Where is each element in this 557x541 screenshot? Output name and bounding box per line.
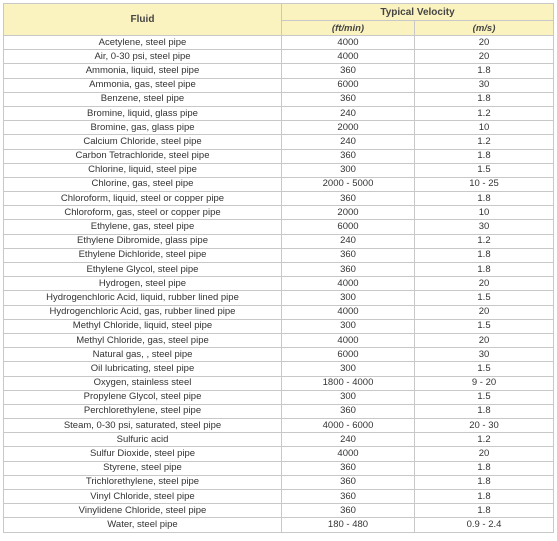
ms-cell: 30 bbox=[415, 348, 554, 362]
table-row bbox=[4, 277, 554, 291]
ftmin-cell: 360 bbox=[282, 504, 415, 518]
ms-cell: 1.8 bbox=[415, 64, 554, 78]
ms-cell: 20 bbox=[415, 36, 554, 50]
fluid-cell: Methyl Chloride, gas, steel pipe bbox=[4, 333, 282, 347]
fluid-cell: Steam, 0-30 psi, saturated, steel pipe bbox=[4, 419, 282, 433]
fluid-cell: Hydrogenchloric Acid, gas, rubber lined pipe bbox=[4, 305, 282, 319]
fluid-cell: Hydrogen, steel pipe bbox=[4, 277, 282, 291]
table-row bbox=[4, 419, 554, 433]
ms-cell: 1.5 bbox=[415, 390, 554, 404]
fluid-cell: Oxygen, stainless steel bbox=[4, 376, 282, 390]
ftmin-cell: 300 bbox=[282, 319, 415, 333]
ms-cell: 1.8 bbox=[415, 192, 554, 206]
table-row bbox=[4, 220, 554, 234]
ftmin-cell: 6000 bbox=[282, 78, 415, 92]
ms-cell: 10 bbox=[415, 206, 554, 220]
fluid-cell: Chlorine, liquid, steel pipe bbox=[4, 163, 282, 177]
table-row bbox=[4, 163, 554, 177]
fluid-cell: Ethylene, gas, steel pipe bbox=[4, 220, 282, 234]
fluid-cell: Bromine, gas, glass pipe bbox=[4, 121, 282, 135]
table-row bbox=[4, 64, 554, 78]
ftmin-cell: 4000 - 6000 bbox=[282, 419, 415, 433]
ftmin-cell: 240 bbox=[282, 234, 415, 248]
ms-cell: 1.2 bbox=[415, 433, 554, 447]
table-row bbox=[4, 390, 554, 404]
ms-cell: 1.5 bbox=[415, 362, 554, 376]
fluid-cell: Sulfuric acid bbox=[4, 433, 282, 447]
fluid-cell: Perchlorethylene, steel pipe bbox=[4, 404, 282, 418]
ms-cell: 20 bbox=[415, 447, 554, 461]
table-row bbox=[4, 192, 554, 206]
ftmin-cell: 240 bbox=[282, 135, 415, 149]
table-container bbox=[3, 3, 554, 533]
fluid-cell: Ammonia, liquid, steel pipe bbox=[4, 64, 282, 78]
ms-cell: 1.2 bbox=[415, 234, 554, 248]
ftmin-cell: 1800 - 4000 bbox=[282, 376, 415, 390]
table-row bbox=[4, 177, 554, 191]
ms-cell: 1.8 bbox=[415, 404, 554, 418]
fluid-cell: Hydrogenchloric Acid, liquid, rubber lined pipe bbox=[4, 291, 282, 305]
table-row bbox=[4, 348, 554, 362]
table-row bbox=[4, 135, 554, 149]
table-row bbox=[4, 333, 554, 347]
table-row bbox=[4, 78, 554, 92]
ftmin-cell: 6000 bbox=[282, 348, 415, 362]
ftmin-cell: 4000 bbox=[282, 305, 415, 319]
fluid-cell: Natural gas, , steel pipe bbox=[4, 348, 282, 362]
fluid-cell: Benzene, steel pipe bbox=[4, 92, 282, 106]
fluid-cell: Trichlorethylene, steel pipe bbox=[4, 475, 282, 489]
ms-cell: 30 bbox=[415, 220, 554, 234]
table-row bbox=[4, 475, 554, 489]
ms-cell: 10 - 25 bbox=[415, 177, 554, 191]
ftmin-cell: 360 bbox=[282, 404, 415, 418]
ms-cell: 20 - 30 bbox=[415, 419, 554, 433]
ftmin-cell: 300 bbox=[282, 390, 415, 404]
table-row bbox=[4, 362, 554, 376]
ms-cell: 10 bbox=[415, 121, 554, 135]
fluid-cell: Bromine, liquid, glass pipe bbox=[4, 106, 282, 120]
ms-cell: 30 bbox=[415, 78, 554, 92]
ftmin-cell: 2000 bbox=[282, 121, 415, 135]
ms-cell: 1.8 bbox=[415, 263, 554, 277]
fluid-cell: Vinylidene Chloride, steel pipe bbox=[4, 504, 282, 518]
table-row bbox=[4, 518, 554, 532]
ftmin-cell: 360 bbox=[282, 64, 415, 78]
ftmin-cell: 300 bbox=[282, 362, 415, 376]
ftmin-cell: 4000 bbox=[282, 50, 415, 64]
ftmin-cell: 2000 bbox=[282, 206, 415, 220]
table-row bbox=[4, 504, 554, 518]
fluid-cell: Oil lubricating, steel pipe bbox=[4, 362, 282, 376]
table-row bbox=[4, 36, 554, 50]
table-row bbox=[4, 106, 554, 120]
table-row bbox=[4, 461, 554, 475]
ftmin-cell: 360 bbox=[282, 248, 415, 262]
fluid-cell: Chloroform, liquid, steel or copper pipe bbox=[4, 192, 282, 206]
table-row bbox=[4, 263, 554, 277]
table-row bbox=[4, 404, 554, 418]
ms-cell: 1.8 bbox=[415, 475, 554, 489]
table-row bbox=[4, 248, 554, 262]
ftmin-cell: 4000 bbox=[282, 447, 415, 461]
ftmin-cell: 6000 bbox=[282, 220, 415, 234]
ftmin-cell: 360 bbox=[282, 192, 415, 206]
ms-cell: 0.9 - 2.4 bbox=[415, 518, 554, 532]
fluid-velocity-table bbox=[3, 3, 554, 533]
fluid-cell: Chlorine, gas, steel pipe bbox=[4, 177, 282, 191]
table-row bbox=[4, 92, 554, 106]
table-row bbox=[4, 149, 554, 163]
ms-cell: 1.5 bbox=[415, 291, 554, 305]
fluid-cell: Water, steel pipe bbox=[4, 518, 282, 532]
fluid-cell: Vinyl Chloride, steel pipe bbox=[4, 490, 282, 504]
ms-cell: 1.8 bbox=[415, 149, 554, 163]
ms-cell: 20 bbox=[415, 50, 554, 64]
ms-cell: 20 bbox=[415, 277, 554, 291]
ms-cell: 20 bbox=[415, 333, 554, 347]
ftmin-cell: 300 bbox=[282, 163, 415, 177]
ftmin-cell: 300 bbox=[282, 291, 415, 305]
ftmin-cell: 360 bbox=[282, 461, 415, 475]
fluid-cell: Ethylene Dibromide, glass pipe bbox=[4, 234, 282, 248]
table-row bbox=[4, 50, 554, 64]
table-body bbox=[4, 36, 554, 533]
ftmin-cell: 360 bbox=[282, 475, 415, 489]
table-row bbox=[4, 305, 554, 319]
ms-cell: 1.8 bbox=[415, 92, 554, 106]
table-row bbox=[4, 447, 554, 461]
fluid-cell: Ammonia, gas, steel pipe bbox=[4, 78, 282, 92]
typical-velocity-header: Typical Velocity bbox=[282, 4, 554, 21]
table-row bbox=[4, 433, 554, 447]
table-row bbox=[4, 206, 554, 220]
fluid-cell: Ethylene Dichloride, steel pipe bbox=[4, 248, 282, 262]
ms-cell: 1.8 bbox=[415, 490, 554, 504]
table-row bbox=[4, 121, 554, 135]
fluid-cell: Carbon Tetrachloride, steel pipe bbox=[4, 149, 282, 163]
ms-cell: 1.8 bbox=[415, 504, 554, 518]
ftmin-cell: 240 bbox=[282, 433, 415, 447]
ftmin-cell: 4000 bbox=[282, 36, 415, 50]
ftmin-cell: 360 bbox=[282, 149, 415, 163]
ms-cell: 1.2 bbox=[415, 106, 554, 120]
ftmin-cell: 360 bbox=[282, 92, 415, 106]
fluid-cell: Acetylene, steel pipe bbox=[4, 36, 282, 50]
ms-cell: 1.5 bbox=[415, 319, 554, 333]
ftmin-cell: 360 bbox=[282, 263, 415, 277]
table-row bbox=[4, 234, 554, 248]
ftmin-cell: 360 bbox=[282, 490, 415, 504]
ftmin-unit-header: (ft/min) bbox=[282, 21, 415, 36]
fluid-cell: Ethylene Glycol, steel pipe bbox=[4, 263, 282, 277]
fluid-cell: Sulfur Dioxide, steel pipe bbox=[4, 447, 282, 461]
fluid-column-header: Fluid bbox=[4, 4, 282, 36]
fluid-cell: Chloroform, gas, steel or copper pipe bbox=[4, 206, 282, 220]
fluid-cell: Propylene Glycol, steel pipe bbox=[4, 390, 282, 404]
ftmin-cell: 240 bbox=[282, 106, 415, 120]
ftmin-cell: 2000 - 5000 bbox=[282, 177, 415, 191]
table-row bbox=[4, 376, 554, 390]
ms-cell: 9 - 20 bbox=[415, 376, 554, 390]
ms-cell: 1.8 bbox=[415, 461, 554, 475]
ms-cell: 1.5 bbox=[415, 163, 554, 177]
table-header bbox=[4, 4, 554, 36]
fluid-cell: Methyl Chloride, liquid, steel pipe bbox=[4, 319, 282, 333]
fluid-cell: Calcium Chloride, steel pipe bbox=[4, 135, 282, 149]
ms-unit-header: (m/s) bbox=[415, 21, 554, 36]
table-row bbox=[4, 490, 554, 504]
ftmin-cell: 4000 bbox=[282, 333, 415, 347]
table-row bbox=[4, 319, 554, 333]
fluid-cell: Styrene, steel pipe bbox=[4, 461, 282, 475]
ftmin-cell: 180 - 480 bbox=[282, 518, 415, 532]
ms-cell: 1.2 bbox=[415, 135, 554, 149]
ftmin-cell: 4000 bbox=[282, 277, 415, 291]
table-row bbox=[4, 291, 554, 305]
ms-cell: 20 bbox=[415, 305, 554, 319]
ms-cell: 1.8 bbox=[415, 248, 554, 262]
fluid-cell: Air, 0-30 psi, steel pipe bbox=[4, 50, 282, 64]
